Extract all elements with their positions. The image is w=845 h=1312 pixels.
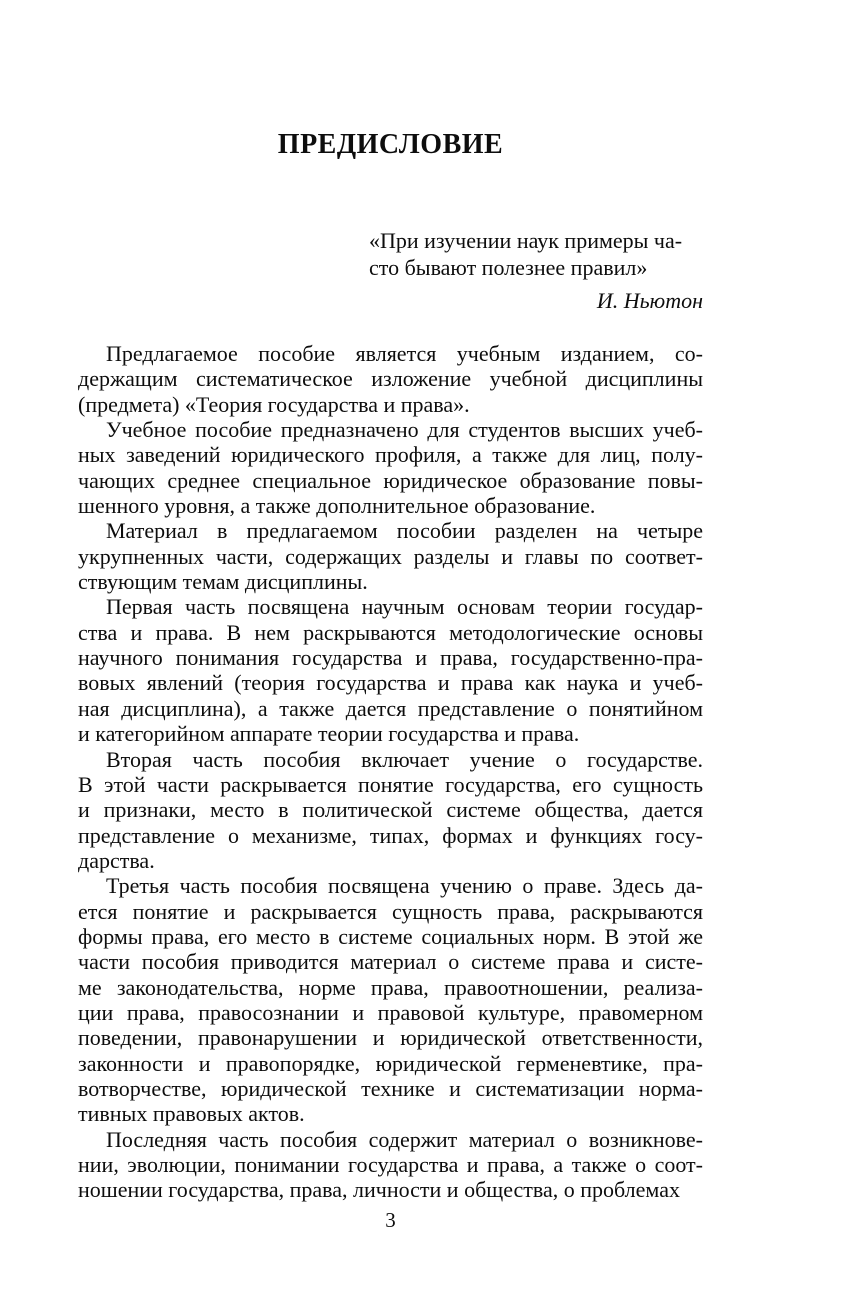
text-line: научного понимания государства и права, государственно-пра- [78, 645, 703, 671]
epigraph-line: сто бывают полезнее правил» [369, 255, 648, 280]
text-line: формы права, его место в системе социальных норм. В этой же [78, 923, 703, 949]
epigraph-block [369, 227, 703, 314]
paragraph [78, 1127, 703, 1203]
text-line: В этой части раскрывается понятие государства, его сущность [78, 771, 703, 797]
text-line: Материал в предлагаемом пособии разделен на четыре [106, 518, 703, 544]
page-title: ПРЕДИСЛОВИЕ [277, 129, 504, 160]
paragraph [78, 417, 703, 518]
text-line: представление о механизме, типах, формах и функциях госу- [78, 822, 703, 848]
text-line: ная дисциплина), а также дается представление о понятийном [78, 695, 703, 721]
text-line: ных заведений юридического профиля, а также для лиц, полу- [78, 442, 703, 468]
paragraph [78, 873, 703, 1126]
text-line: нии, эволюции, понимании государства и права, а также о соот- [78, 1152, 703, 1177]
paragraph [78, 341, 703, 417]
page-number: 3 [385, 1208, 396, 1232]
text-line: ется понятие и раскрывается сущность права, раскрываются [78, 898, 703, 924]
text-line: ции права, правосознании и правовой культуре, правомерном [78, 999, 703, 1025]
paragraph [78, 594, 703, 746]
text-line: законности и правопорядке, юридической герменевтике, пра- [78, 1050, 703, 1076]
text-line: и категорийном аппарате теории государства и права. [78, 721, 580, 747]
epigraph [78, 227, 703, 314]
text-line: ствующим темам дисциплины. [78, 569, 368, 595]
text-line: вовых явлений (теория государства и права как наука и учеб- [78, 670, 703, 696]
text-line: части пособия приводится материал о системе права и систе- [78, 949, 703, 975]
text-line: чающих среднее специальное юридическое образование повы- [78, 467, 703, 493]
text-line: шенного уровня, а также дополнительное образование. [78, 493, 596, 519]
text-line: (предмета) «Теория государства и права». [78, 391, 470, 417]
text-line: вотворчестве, юридической технике и систематизации норма- [78, 1075, 703, 1101]
epigraph-text [369, 227, 703, 281]
text-line: укрупненных части, содержащих разделы и главы по соответ- [78, 543, 703, 569]
text-line: и признаки, место в политической системе общества, дается [78, 797, 703, 823]
text-line: держащим систематическое изложение учебной дисциплины [78, 366, 703, 392]
body-text [78, 341, 703, 1203]
text-line: ношении государства, права, личности и общества, о проблемах [78, 1177, 680, 1203]
text-line: ства и права. В нем раскрываются методологические основы [78, 619, 703, 645]
epigraph-line: «При изучении наук примеры ча- [369, 228, 683, 253]
text-line: Учебное пособие предназначено для студентов высших учеб- [106, 417, 703, 443]
text-line: дарства. [78, 847, 155, 873]
text-line: Вторая часть пособия включает учение о государстве. [106, 746, 703, 772]
text-line: ме законодательства, норме права, правоотношении, реализа- [78, 974, 703, 1000]
text-line: Предлагаемое пособие является учебным изданием, со- [106, 341, 703, 366]
text-line: поведении, правонарушении и юридической ответственности, [78, 1025, 703, 1051]
text-line: Последняя часть пособия содержит материал о возникнове- [106, 1126, 703, 1152]
text-line: тивных правовых актов. [78, 1101, 305, 1127]
text-line: Третья часть пособия посвящена учению о праве. Здесь да- [106, 873, 703, 899]
paragraph [78, 747, 703, 874]
text-line: Первая часть посвящена научным основам теории государ- [106, 594, 703, 620]
epigraph-attribution: И. Ньютон [596, 288, 703, 313]
paragraph [78, 518, 703, 594]
